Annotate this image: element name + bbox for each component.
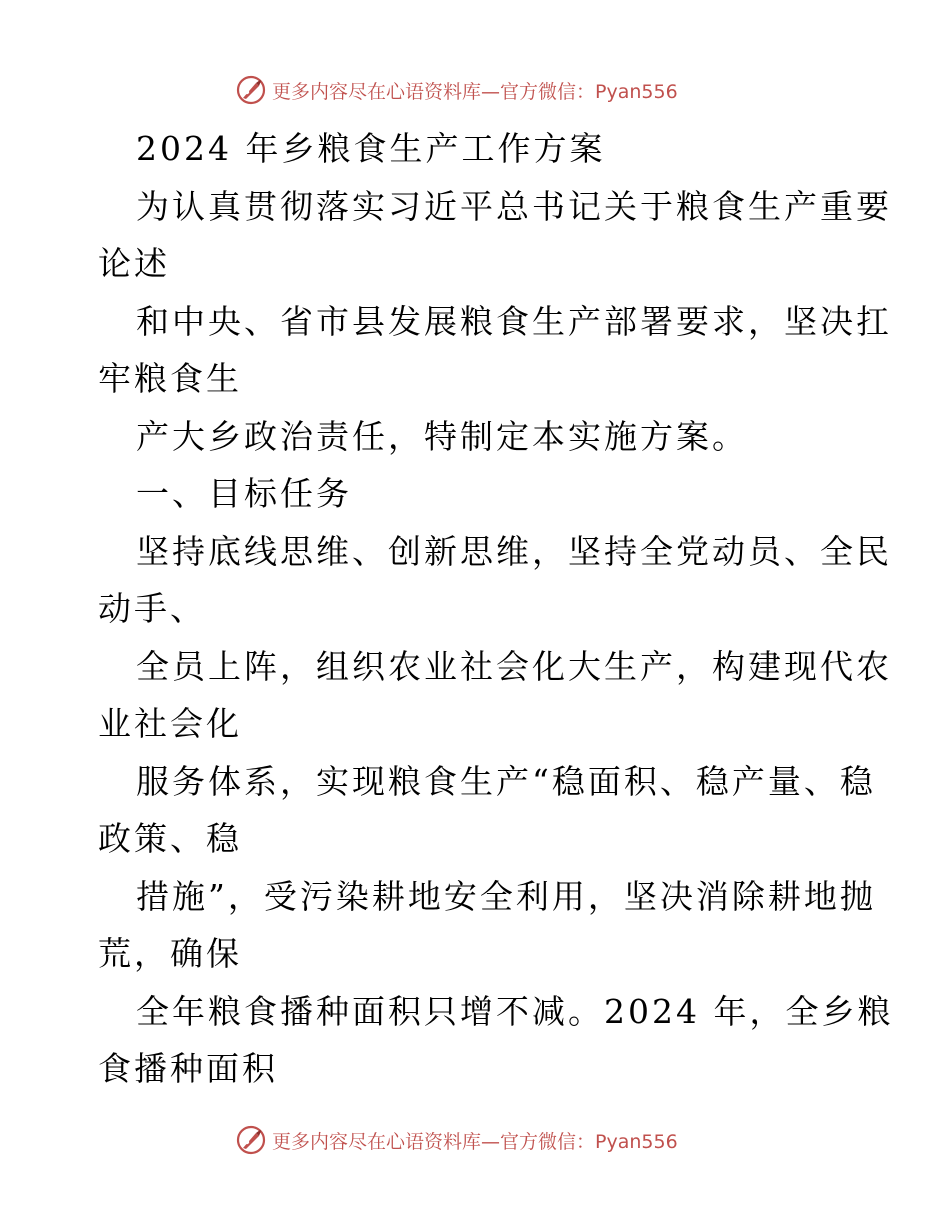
text-line: 食播种面积 bbox=[98, 1049, 278, 1088]
text-line: 动手、 bbox=[98, 589, 206, 628]
text-line: 全员上阵，组织农业社会化大生产，构建现代农 bbox=[136, 646, 892, 686]
text-line: 为认真贯彻落实习近平总书记关于粮食生产重要 bbox=[136, 186, 892, 226]
watermark-text: 更多内容尽在心语资料库—官方微信：Pyan556 bbox=[272, 80, 678, 103]
watermark-text: 更多内容尽在心语资料库—官方微信：Pyan556 bbox=[272, 1130, 678, 1153]
text-line: 措施”，受污染耕地安全利用，坚决消除耕地抛 bbox=[136, 876, 876, 916]
text-line: 荒，确保 bbox=[98, 934, 242, 973]
quill-pen-logo-icon bbox=[236, 75, 266, 105]
text-line: 论述 bbox=[98, 244, 170, 283]
text-line: 政策、稳 bbox=[98, 819, 242, 858]
footer-watermark bbox=[236, 1122, 678, 1158]
text-line: 全年粮食播种面积只增不减。2024 年，全乡粮 bbox=[136, 991, 894, 1031]
text-line: 一、目标任务 bbox=[136, 474, 352, 513]
text-line: 2024 年乡粮食生产工作方案 bbox=[136, 129, 606, 168]
text-line: 牢粮食生 bbox=[98, 359, 242, 398]
text-line: 业社会化 bbox=[98, 704, 242, 743]
quill-pen-logo-icon bbox=[236, 1125, 266, 1155]
header-watermark bbox=[236, 72, 678, 108]
text-line: 和中央、省市县发展粮食生产部署要求，坚决扛 bbox=[136, 301, 892, 341]
text-line: 服务体系，实现粮食生产“稳面积、稳产量、稳 bbox=[136, 761, 876, 801]
text-line: 产大乡政治责任，特制定本实施方案。 bbox=[136, 416, 748, 456]
text-line: 坚持底线思维、创新思维，坚持全党动员、全民 bbox=[136, 531, 892, 571]
document-body bbox=[98, 120, 894, 1098]
